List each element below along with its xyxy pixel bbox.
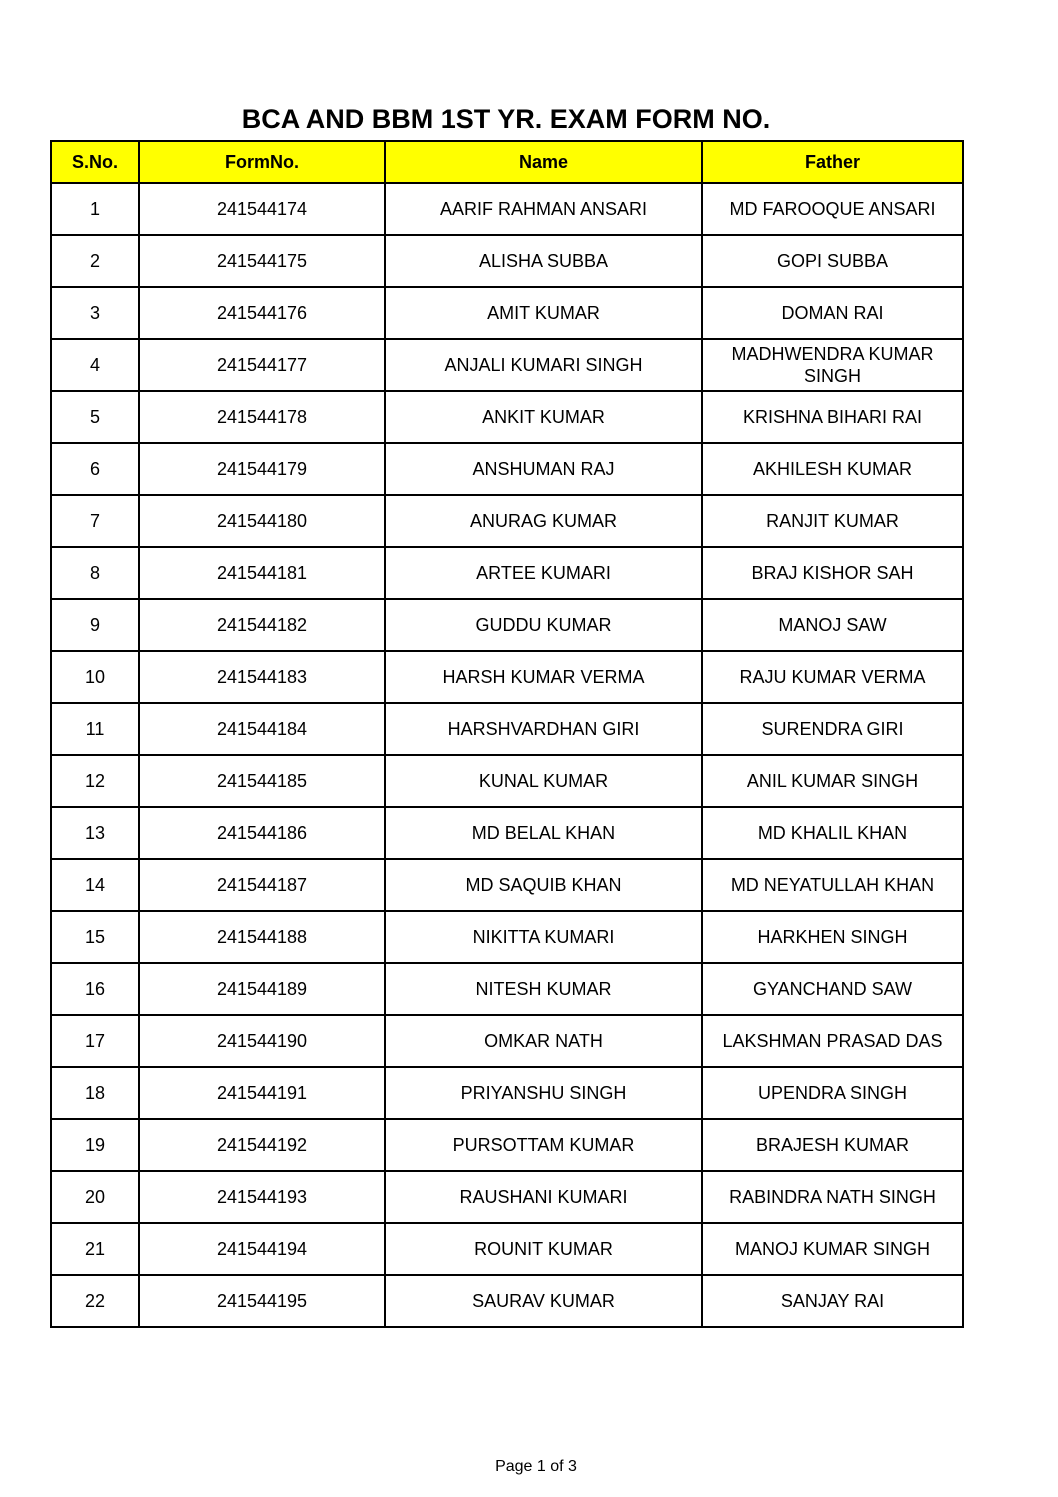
table-header-row <box>51 141 963 183</box>
cell-father: ANIL KUMAR SINGH <box>702 755 963 807</box>
table-body <box>51 183 963 1327</box>
header-father: Father <box>702 141 963 183</box>
cell-father: RANJIT KUMAR <box>702 495 963 547</box>
cell-formno: 241544191 <box>139 1067 385 1119</box>
cell-formno: 241544177 <box>139 339 385 391</box>
table-row <box>51 703 963 755</box>
table-row <box>51 1171 963 1223</box>
cell-formno: 241544182 <box>139 599 385 651</box>
cell-name: HARSH KUMAR VERMA <box>385 651 702 703</box>
exam-form-table <box>50 140 964 1328</box>
cell-name: AARIF RAHMAN ANSARI <box>385 183 702 235</box>
cell-sno: 16 <box>51 963 139 1015</box>
header-name: Name <box>385 141 702 183</box>
table-row <box>51 235 963 287</box>
cell-sno: 8 <box>51 547 139 599</box>
table-row <box>51 1119 963 1171</box>
cell-name: OMKAR NATH <box>385 1015 702 1067</box>
cell-name: ALISHA SUBBA <box>385 235 702 287</box>
cell-sno: 2 <box>51 235 139 287</box>
cell-name: HARSHVARDHAN GIRI <box>385 703 702 755</box>
cell-sno: 14 <box>51 859 139 911</box>
cell-name: KUNAL KUMAR <box>385 755 702 807</box>
cell-name: PURSOTTAM KUMAR <box>385 1119 702 1171</box>
cell-father: HARKHEN SINGH <box>702 911 963 963</box>
cell-formno: 241544183 <box>139 651 385 703</box>
cell-sno: 22 <box>51 1275 139 1327</box>
cell-name: ANSHUMAN RAJ <box>385 443 702 495</box>
cell-formno: 241544174 <box>139 183 385 235</box>
cell-sno: 1 <box>51 183 139 235</box>
cell-sno: 12 <box>51 755 139 807</box>
cell-formno: 241544195 <box>139 1275 385 1327</box>
cell-sno: 4 <box>51 339 139 391</box>
table-row <box>51 287 963 339</box>
cell-sno: 17 <box>51 1015 139 1067</box>
cell-father: GYANCHAND SAW <box>702 963 963 1015</box>
cell-sno: 10 <box>51 651 139 703</box>
cell-name: PRIYANSHU SINGH <box>385 1067 702 1119</box>
table-row <box>51 495 963 547</box>
cell-formno: 241544175 <box>139 235 385 287</box>
cell-father: GOPI SUBBA <box>702 235 963 287</box>
table-row <box>51 911 963 963</box>
cell-name: RAUSHANI KUMARI <box>385 1171 702 1223</box>
cell-formno: 241544188 <box>139 911 385 963</box>
cell-sno: 3 <box>51 287 139 339</box>
cell-father: DOMAN RAI <box>702 287 963 339</box>
header-sno: S.No. <box>51 141 139 183</box>
cell-father: MADHWENDRA KUMAR SINGH <box>702 339 963 391</box>
cell-formno: 241544186 <box>139 807 385 859</box>
cell-sno: 21 <box>51 1223 139 1275</box>
document-title: BCA AND BBM 1ST YR. EXAM FORM NO. <box>241 104 771 134</box>
table-row <box>51 1275 963 1327</box>
cell-formno: 241544185 <box>139 755 385 807</box>
cell-formno: 241544179 <box>139 443 385 495</box>
cell-formno: 241544192 <box>139 1119 385 1171</box>
table-row <box>51 755 963 807</box>
cell-name: NIKITTA KUMARI <box>385 911 702 963</box>
cell-sno: 13 <box>51 807 139 859</box>
cell-formno: 241544184 <box>139 703 385 755</box>
cell-sno: 20 <box>51 1171 139 1223</box>
cell-formno: 241544187 <box>139 859 385 911</box>
cell-name: GUDDU KUMAR <box>385 599 702 651</box>
cell-father: SANJAY RAI <box>702 1275 963 1327</box>
cell-sno: 9 <box>51 599 139 651</box>
table-row <box>51 547 963 599</box>
cell-name: ROUNIT KUMAR <box>385 1223 702 1275</box>
table-row <box>51 391 963 443</box>
cell-formno: 241544189 <box>139 963 385 1015</box>
cell-name: MD SAQUIB KHAN <box>385 859 702 911</box>
table-row <box>51 859 963 911</box>
cell-formno: 241544181 <box>139 547 385 599</box>
cell-father: RABINDRA NATH SINGH <box>702 1171 963 1223</box>
cell-sno: 19 <box>51 1119 139 1171</box>
cell-sno: 18 <box>51 1067 139 1119</box>
cell-sno: 7 <box>51 495 139 547</box>
cell-formno: 241544176 <box>139 287 385 339</box>
cell-father: AKHILESH KUMAR <box>702 443 963 495</box>
table-row <box>51 599 963 651</box>
cell-name: SAURAV KUMAR <box>385 1275 702 1327</box>
cell-father: MANOJ SAW <box>702 599 963 651</box>
cell-father: SURENDRA GIRI <box>702 703 963 755</box>
cell-name: ANKIT KUMAR <box>385 391 702 443</box>
cell-name: ARTEE KUMARI <box>385 547 702 599</box>
cell-sno: 11 <box>51 703 139 755</box>
page-number: Page 1 of 3 <box>495 1458 577 1475</box>
cell-father: MD KHALIL KHAN <box>702 807 963 859</box>
cell-father: BRAJ KISHOR SAH <box>702 547 963 599</box>
cell-father: LAKSHMAN PRASAD DAS <box>702 1015 963 1067</box>
cell-formno: 241544193 <box>139 1171 385 1223</box>
cell-father: MD FAROOQUE ANSARI <box>702 183 963 235</box>
cell-name: ANURAG KUMAR <box>385 495 702 547</box>
cell-sno: 15 <box>51 911 139 963</box>
cell-father: BRAJESH KUMAR <box>702 1119 963 1171</box>
cell-formno: 241544180 <box>139 495 385 547</box>
cell-name: ANJALI KUMARI SINGH <box>385 339 702 391</box>
table-row <box>51 1223 963 1275</box>
table-row <box>51 339 963 391</box>
cell-formno: 241544178 <box>139 391 385 443</box>
table-row <box>51 807 963 859</box>
cell-father: KRISHNA BIHARI RAI <box>702 391 963 443</box>
header-formno: FormNo. <box>139 141 385 183</box>
table-row <box>51 1015 963 1067</box>
table-row <box>51 443 963 495</box>
cell-sno: 6 <box>51 443 139 495</box>
cell-formno: 241544190 <box>139 1015 385 1067</box>
cell-name: NITESH KUMAR <box>385 963 702 1015</box>
table-row <box>51 1067 963 1119</box>
table-row <box>51 183 963 235</box>
cell-name: AMIT KUMAR <box>385 287 702 339</box>
table-header <box>51 141 963 183</box>
cell-sno: 5 <box>51 391 139 443</box>
cell-father: UPENDRA SINGH <box>702 1067 963 1119</box>
cell-father: MD NEYATULLAH KHAN <box>702 859 963 911</box>
cell-formno: 241544194 <box>139 1223 385 1275</box>
table-row <box>51 651 963 703</box>
cell-name: MD BELAL KHAN <box>385 807 702 859</box>
cell-father: MANOJ KUMAR SINGH <box>702 1223 963 1275</box>
cell-father: RAJU KUMAR VERMA <box>702 651 963 703</box>
table-row <box>51 963 963 1015</box>
